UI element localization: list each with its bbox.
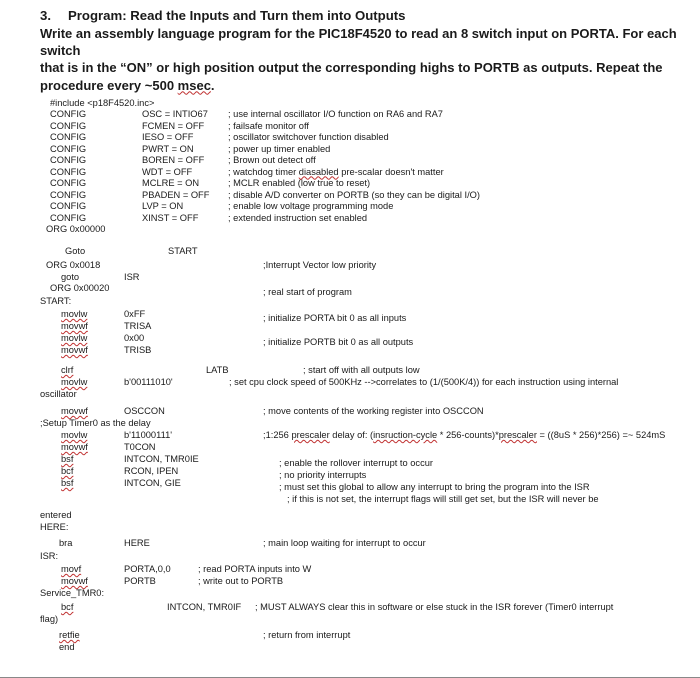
problem-line-1: Write an assembly language program for the PIC18F4520 to read an 8 switch input on PORTA. For each switch	[40, 26, 677, 59]
config-keyword: CONFIG	[50, 212, 87, 223]
config-value: XINST = OFF	[142, 212, 199, 223]
org-directive: ORG 0x00000	[46, 224, 106, 234]
instruction-operand: HERE	[124, 538, 150, 548]
code-comment: ; initialize PORTA bit 0 as all inputs	[263, 313, 407, 323]
question-heading	[40, 7, 680, 25]
question-title: Program: Read the Inputs and Turn them into Outputs	[68, 8, 406, 23]
config-value: LVP = ON	[142, 201, 184, 211]
misspelled-word: prescaler	[498, 430, 537, 440]
end-directive: end	[59, 642, 75, 652]
config-comment: ; power up timer enabled	[228, 143, 331, 154]
config-keyword: CONFIG	[50, 166, 87, 177]
config-comment: ; use internal oscillator I/O function on RA6 and RA7	[228, 109, 443, 119]
problem-line-3	[40, 77, 680, 94]
instruction-operand: PORTB	[124, 576, 156, 586]
code-comment-continuation: flag)	[40, 614, 59, 624]
instruction-operand: TRISB	[124, 345, 152, 355]
comment-text: delay of: (	[329, 430, 374, 440]
instruction-mnemonic: movlw	[61, 309, 88, 319]
isr-label-ref: ISR	[124, 271, 140, 282]
instruction-mnemonic: movlw	[61, 377, 88, 387]
instruction-operand: PORTA,0,0	[124, 564, 171, 574]
org-directive: ORG 0x0018	[46, 260, 101, 270]
code-comment: ; real start of program	[263, 287, 352, 297]
config-value: IESO = OFF	[142, 132, 194, 142]
config-keyword: CONFIG	[50, 201, 87, 211]
instruction-operand: b'11000111'	[124, 430, 173, 440]
instruction-operand: 0xFF	[124, 309, 146, 319]
code-comment: ; initialize PORTB bit 0 as all outputs	[263, 337, 414, 347]
question-number: 3.	[40, 8, 51, 23]
goto-instruction: Goto	[65, 246, 86, 256]
misspelled-msec: msec	[177, 77, 211, 93]
instruction-operand: 0x00	[124, 333, 145, 343]
start-label-ref: START	[168, 246, 198, 256]
code-comment: ; start off with all outputs low	[303, 365, 420, 375]
instruction-operand: T0CON	[124, 442, 156, 452]
instruction-mnemonic: clrf	[61, 365, 74, 375]
config-comment: ; disable A/D converter on PORTB (so they can be digital I/O)	[228, 189, 480, 200]
config-keyword: CONFIG	[50, 155, 87, 165]
config-comment: ; failsafe monitor off	[228, 120, 309, 131]
code-comment-continuation: entered	[40, 510, 72, 520]
problem-line-2: that is in the “ON” or high position output the corresponding highs to PORTB as outputs. Repeat the	[40, 60, 663, 76]
instruction-mnemonic: movwf	[61, 406, 88, 416]
config-comment-text: pre-scalar doesn't matter	[338, 166, 444, 177]
config-value: MCLRE = ON	[142, 178, 200, 188]
instruction-operand: INTCON, TMR0IE	[124, 454, 199, 464]
config-comment-text: ; watchdog timer	[228, 166, 299, 177]
instruction-mnemonic: movlw	[61, 430, 88, 440]
config-value: PWRT = ON	[142, 143, 194, 154]
config-comment: ; MCLR enabled (low true to reset)	[228, 178, 371, 188]
misspelled-word: insruction-cycle	[373, 430, 438, 440]
misspelled-word: prescaler	[291, 430, 330, 440]
start-label: START:	[40, 296, 72, 306]
instruction-mnemonic: bcf	[61, 466, 74, 476]
instruction-mnemonic: retfie	[59, 630, 80, 640]
instruction-mnemonic: bsf	[61, 454, 74, 464]
instruction-mnemonic: movwf	[61, 442, 88, 452]
problem-statement	[40, 25, 680, 94]
code-comment: ; if this is not set, the interrupt flags will still get set, but the ISR will never be	[287, 494, 599, 504]
problem-line-3-end: .	[210, 77, 215, 93]
instruction-mnemonic: bra	[59, 538, 73, 548]
code-comment: ;Setup Timer0 as the delay	[40, 418, 151, 428]
instruction-operand: RCON, IPEN	[124, 466, 179, 476]
config-value: FCMEN = OFF	[142, 120, 205, 131]
config-comment: ; extended instruction set enabled	[228, 212, 368, 223]
instruction-operand: LATB	[206, 365, 229, 375]
here-label: HERE:	[40, 522, 69, 532]
config-comment: ; oscillator switchover function disabled	[228, 132, 389, 142]
code-comment: ; read PORTA inputs into W	[198, 564, 312, 574]
service-label: Service_TMR0:	[40, 588, 105, 598]
org-directive: ORG 0x00020	[50, 283, 110, 293]
config-keyword: CONFIG	[50, 109, 87, 119]
instruction-mnemonic: bsf	[61, 478, 74, 488]
code-comment: ;Interrupt Vector low priority	[263, 260, 377, 270]
instruction-operand: INTCON, TMR0IF	[167, 602, 242, 612]
comment-text: * 256-counts)*	[437, 430, 499, 440]
code-comment: ; write out to PORTB	[198, 576, 284, 586]
instruction-operand: INTCON, GIE	[124, 478, 181, 488]
config-value: PBADEN = OFF	[142, 189, 210, 200]
config-comment: ; Brown out detect off	[228, 155, 316, 165]
instruction-mnemonic: movwf	[61, 321, 88, 331]
config-value: BOREN = OFF	[142, 155, 205, 165]
instruction-mnemonic: bcf	[61, 602, 74, 612]
include-directive: #include <p18F4520.inc>	[50, 98, 155, 108]
config-keyword: CONFIG	[50, 120, 87, 131]
code-comment: ; must set this global to allow any interrupt to bring the program into the ISR	[279, 482, 590, 492]
code-comment: ; MUST ALWAYS clear this in software or else stuck in the ISR forever (Timer0 interrupt	[255, 602, 614, 612]
config-comment	[228, 167, 444, 178]
config-keyword: CONFIG	[50, 132, 87, 142]
config-keyword: CONFIG	[50, 189, 87, 200]
problem-line-3-text: procedure every ~500	[40, 77, 178, 93]
instruction-mnemonic: movwf	[61, 576, 88, 586]
instruction-mnemonic: movf	[61, 564, 82, 574]
config-comment: ; enable low voltage programming mode	[228, 201, 394, 211]
config-keyword: CONFIG	[50, 143, 87, 154]
comment-text: = ((8uS * 256)*256) =~ 524mS	[536, 430, 666, 440]
config-value: OSC = INTIO67	[142, 109, 208, 119]
misspelled-disabled: diasabled	[298, 166, 339, 177]
instruction-operand: b'00111010'	[124, 377, 173, 387]
code-comment-continuation: oscillator	[40, 389, 77, 399]
instruction-operand: OSCCON	[124, 406, 165, 416]
code-comment: ; move contents of the working register into OSCCON	[263, 406, 484, 416]
comment-text: ;1:256	[263, 430, 292, 440]
code-comment: ; return from interrupt	[263, 630, 351, 640]
code-comment: ; no priority interrupts	[279, 470, 367, 480]
code-comment: ; enable the rollover interrupt to occur	[279, 458, 433, 468]
code-comment	[263, 430, 665, 441]
instruction-mnemonic: movlw	[61, 333, 88, 343]
instruction-mnemonic: movwf	[61, 345, 88, 355]
code-comment: ; main loop waiting for interrupt to occur	[263, 538, 426, 548]
goto-instruction: goto	[61, 271, 80, 282]
config-keyword: CONFIG	[50, 178, 87, 188]
instruction-operand: TRISA	[124, 321, 152, 331]
isr-label: ISR:	[40, 551, 59, 561]
code-comment: ; set cpu clock speed of 500KHz -->correlates to (1/(500K/4)) for each instruction using internal	[229, 377, 619, 387]
config-value: WDT = OFF	[142, 166, 193, 177]
